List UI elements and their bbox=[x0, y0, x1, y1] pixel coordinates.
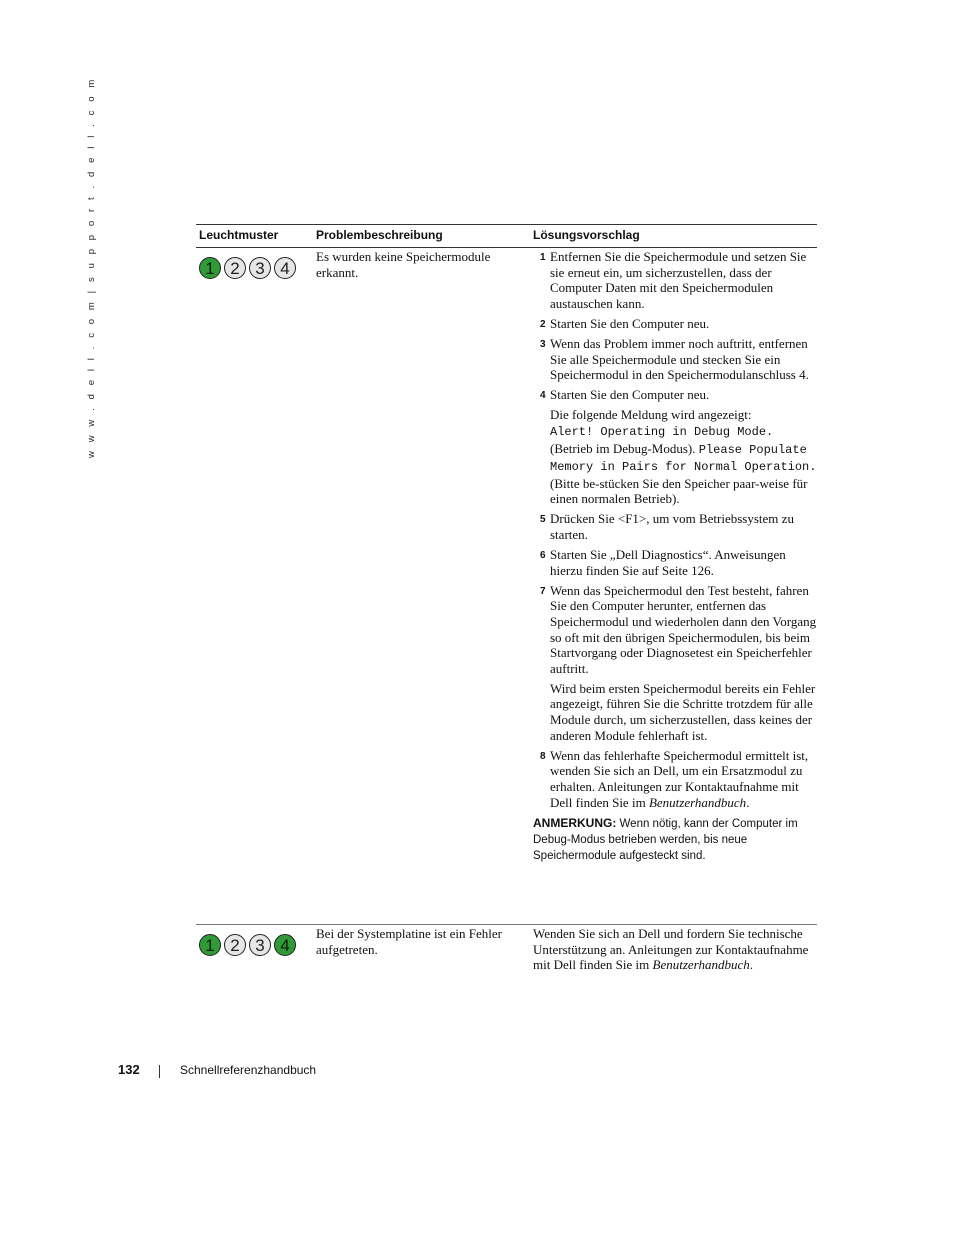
problem-description: Es wurden keine Speichermodule erkannt. bbox=[316, 249, 491, 280]
step-text: Entfernen Sie die Speichermodule und setzen Sie sie erneut ein, um sicherzustellen, dass der Computer Daten mit den Speichermodulen austauschen kann. bbox=[550, 249, 807, 311]
led-table bbox=[196, 224, 817, 1001]
led-indicator: 2 bbox=[224, 257, 246, 279]
step-text: Wenn das fehlerhafte Speichermodul ermittelt ist, wenden Sie sich an Dell, um ein Ersatzmodul zu erhalten. Anleitungen zur Kontaktaufnahme mit Dell finden Sie im bbox=[550, 747, 809, 810]
note-text: Wenn nötig, kann der Computer im Debug-Modus betrieben werden, bis neue Speichermodule aufgesteckt sind. bbox=[533, 817, 798, 862]
solution-step bbox=[533, 316, 817, 332]
header-problem: Problembeschreibung bbox=[316, 228, 443, 242]
step-end: . bbox=[746, 794, 750, 810]
solution-column bbox=[533, 249, 817, 864]
led-pattern bbox=[199, 257, 296, 279]
manual-reference: Benutzerhandbuch bbox=[652, 957, 750, 973]
solution-text: Wenden Sie sich an Dell und fordern Sie technische Unterstützung an. Anleitungen zur Kontaktaufnahme mit Dell finden Sie im bbox=[533, 926, 809, 973]
solution-column bbox=[533, 926, 817, 973]
step-text: Drücken Sie <F1>, um vom Betriebssystem zu starten. bbox=[550, 511, 794, 542]
step-number: 1 bbox=[540, 252, 546, 263]
solution-step bbox=[533, 336, 817, 383]
step-number: 8 bbox=[540, 750, 546, 762]
step-number: 2 bbox=[540, 318, 546, 330]
solution-step bbox=[533, 249, 817, 311]
header-pattern: Leuchtmuster bbox=[199, 228, 279, 242]
led-indicator: 4 bbox=[274, 257, 296, 279]
step-text: Wenn das Speichermodul den Test besteht, fahren Sie den Computer herunter, entfernen das Speichermodul und wiederholen dann den Vorgang so oft mit den übrigen Speichermodulen, bis beim Startvorgang oder Diagnosetest ein Speicherfehler auftritt. bbox=[550, 582, 817, 676]
debug-message bbox=[533, 407, 817, 507]
led-indicator: 3 bbox=[249, 257, 271, 279]
led-indicator: 3 bbox=[249, 934, 271, 956]
step-number: 6 bbox=[540, 550, 546, 562]
message-intro: Die folgende Meldung wird angezeigt: bbox=[550, 407, 752, 423]
table-row bbox=[196, 925, 817, 1001]
led-pattern bbox=[199, 934, 296, 956]
table-header bbox=[196, 224, 817, 248]
step-text: Wenn das Problem immer noch auftritt, entfernen Sie alle Speichermodule und stecken Sie ein Speichermodul in den Speichermodulanschluss 4. bbox=[550, 335, 809, 383]
header-solution: Lösungsvorschlag bbox=[533, 228, 640, 242]
led-indicator: 1 bbox=[199, 934, 221, 956]
step-number: 7 bbox=[540, 585, 546, 597]
note-label: ANMERKUNG: bbox=[533, 815, 617, 830]
problem-description: Bei der Systemplatine ist ein Fehler aufgetreten. bbox=[316, 926, 502, 957]
solution-step bbox=[533, 583, 817, 677]
led-indicator: 4 bbox=[274, 934, 296, 956]
table-row bbox=[196, 248, 817, 925]
solution-end: . bbox=[749, 957, 754, 973]
note-box bbox=[533, 815, 817, 864]
step-number: 3 bbox=[540, 338, 546, 350]
led-indicator: 2 bbox=[224, 934, 246, 956]
step-number: 4 bbox=[540, 390, 546, 402]
solution-step bbox=[533, 387, 817, 403]
led-indicator: 1 bbox=[199, 257, 221, 279]
side-url: w w w . d e l l . c o m | s u p p o r t . d e l l . c o m bbox=[86, 76, 97, 458]
message-code-2: Please Populate Memory in Pairs for Normal Operation. bbox=[550, 442, 817, 475]
step-text: Starten Sie den Computer neu. bbox=[550, 387, 710, 403]
message-translation-2: (Bitte be-stücken Sie den Speicher paar-weise für einen normalen Betrieb). bbox=[550, 475, 808, 507]
manual-reference: Benutzerhandbuch bbox=[648, 794, 747, 810]
step-text: Starten Sie den Computer neu. bbox=[550, 315, 710, 331]
page-number: 132 bbox=[118, 1062, 140, 1077]
footer-title: Schnellreferenzhandbuch bbox=[180, 1063, 317, 1077]
solution-step bbox=[533, 511, 817, 542]
message-code-1: Alert! Operating in Debug Mode. bbox=[550, 424, 774, 439]
solution-step bbox=[533, 748, 817, 810]
message-translation-1: (Betrieb im Debug-Modus). bbox=[550, 440, 696, 456]
step-number: 5 bbox=[540, 514, 546, 526]
solution-step bbox=[533, 547, 817, 578]
footer-divider bbox=[159, 1065, 160, 1078]
step-text: Starten Sie „Dell Diagnostics“. Anweisungen hierzu finden Sie auf Seite 126. bbox=[550, 547, 786, 578]
step-7-followup: Wird beim ersten Speichermodul bereits ein Fehler angezeigt, führen Sie die Schritte trotzdem für alle Module durch, um sicherzustellen, dass keines der anderen Module fehlerhaft ist. bbox=[550, 680, 816, 743]
